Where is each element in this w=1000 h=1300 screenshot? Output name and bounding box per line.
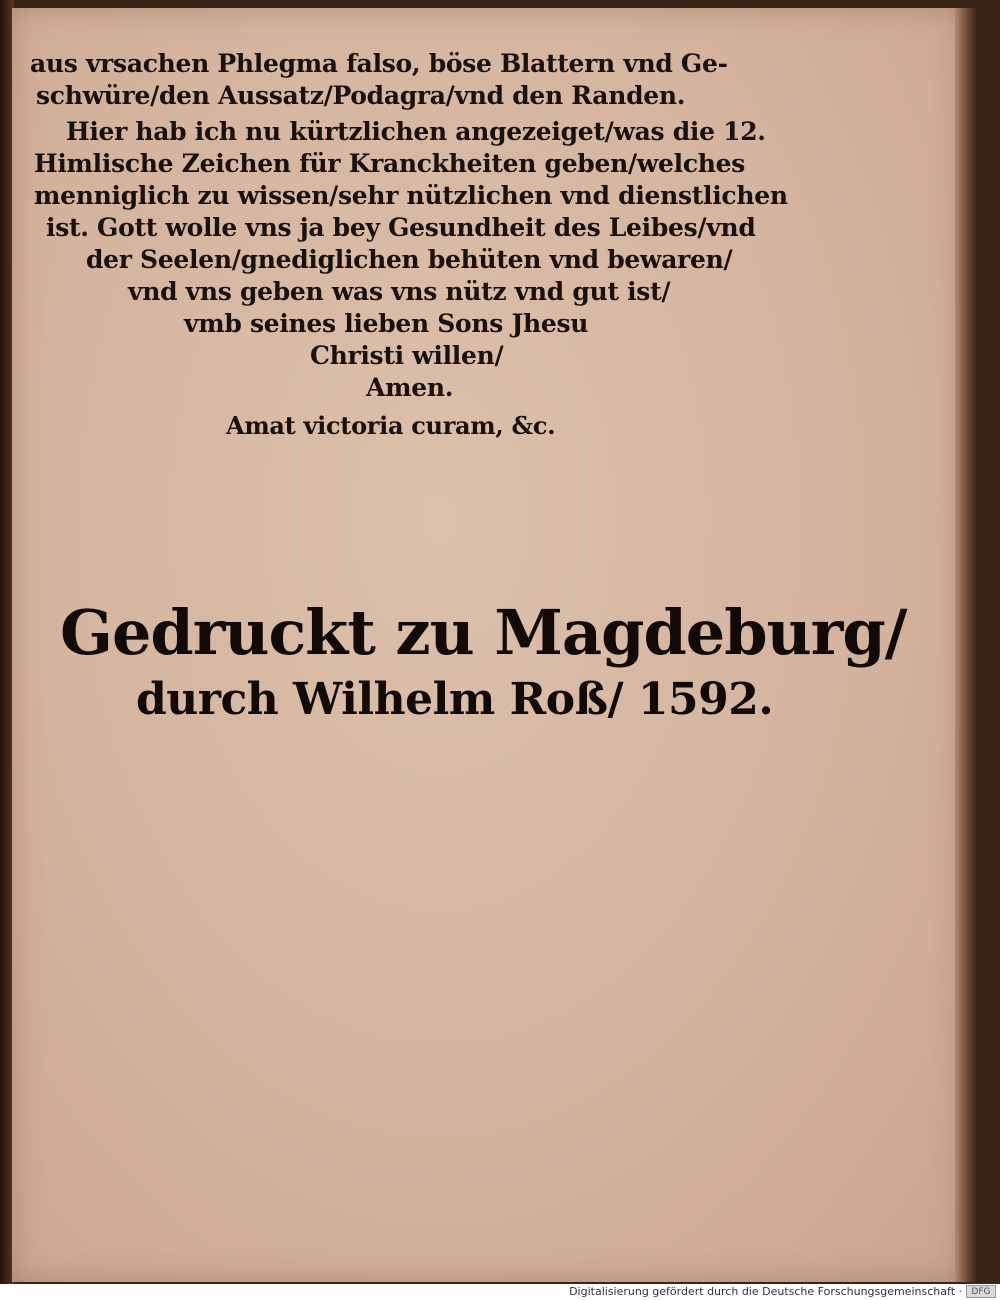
motto-line: Amat victoria curam, &c.	[226, 411, 556, 440]
body-text	[30, 48, 790, 442]
footer-bar	[0, 1284, 1000, 1300]
text-line: Hier hab ich nu kürtzlichen angezeiget/was die 12.	[66, 117, 766, 146]
text-line: der Seelen/gnediglichen behüten vnd bewaren/	[86, 245, 733, 274]
imprint-place: Gedruckt zu Magdeburg/	[60, 596, 907, 669]
text-line: Amen.	[366, 373, 454, 402]
text-line: Himlische Zeichen für Kranckheiten geben/welches	[34, 149, 746, 178]
text-line: vnd vns geben was vns nütz vnd gut ist/	[128, 277, 671, 306]
imprint-printer-year: durch Wilhelm Roß/ 1592.	[136, 674, 774, 725]
page-edge	[955, 8, 977, 1282]
dfg-logo-icon: DFG	[966, 1285, 996, 1298]
funding-notice: Digitalisierung gefördert durch die Deutsche Forschungsgemeinschaft ·	[569, 1285, 962, 1298]
text-line: schwüre/den Aussatz/Podagra/vnd den Randen.	[36, 81, 686, 110]
text-line: menniglich zu wissen/sehr nützlichen vnd dienstlichen	[34, 181, 788, 210]
text-line: aus vrsachen Phlegma falso, böse Blattern vnd Ge-	[30, 49, 728, 78]
text-line: ist. Gott wolle vns ja bey Gesundheit des Leibes/vnd	[46, 213, 756, 242]
text-line: vmb seines lieben Sons Jhesu	[184, 309, 589, 338]
printer-imprint	[60, 595, 907, 729]
text-line: Christi willen/	[310, 341, 504, 370]
